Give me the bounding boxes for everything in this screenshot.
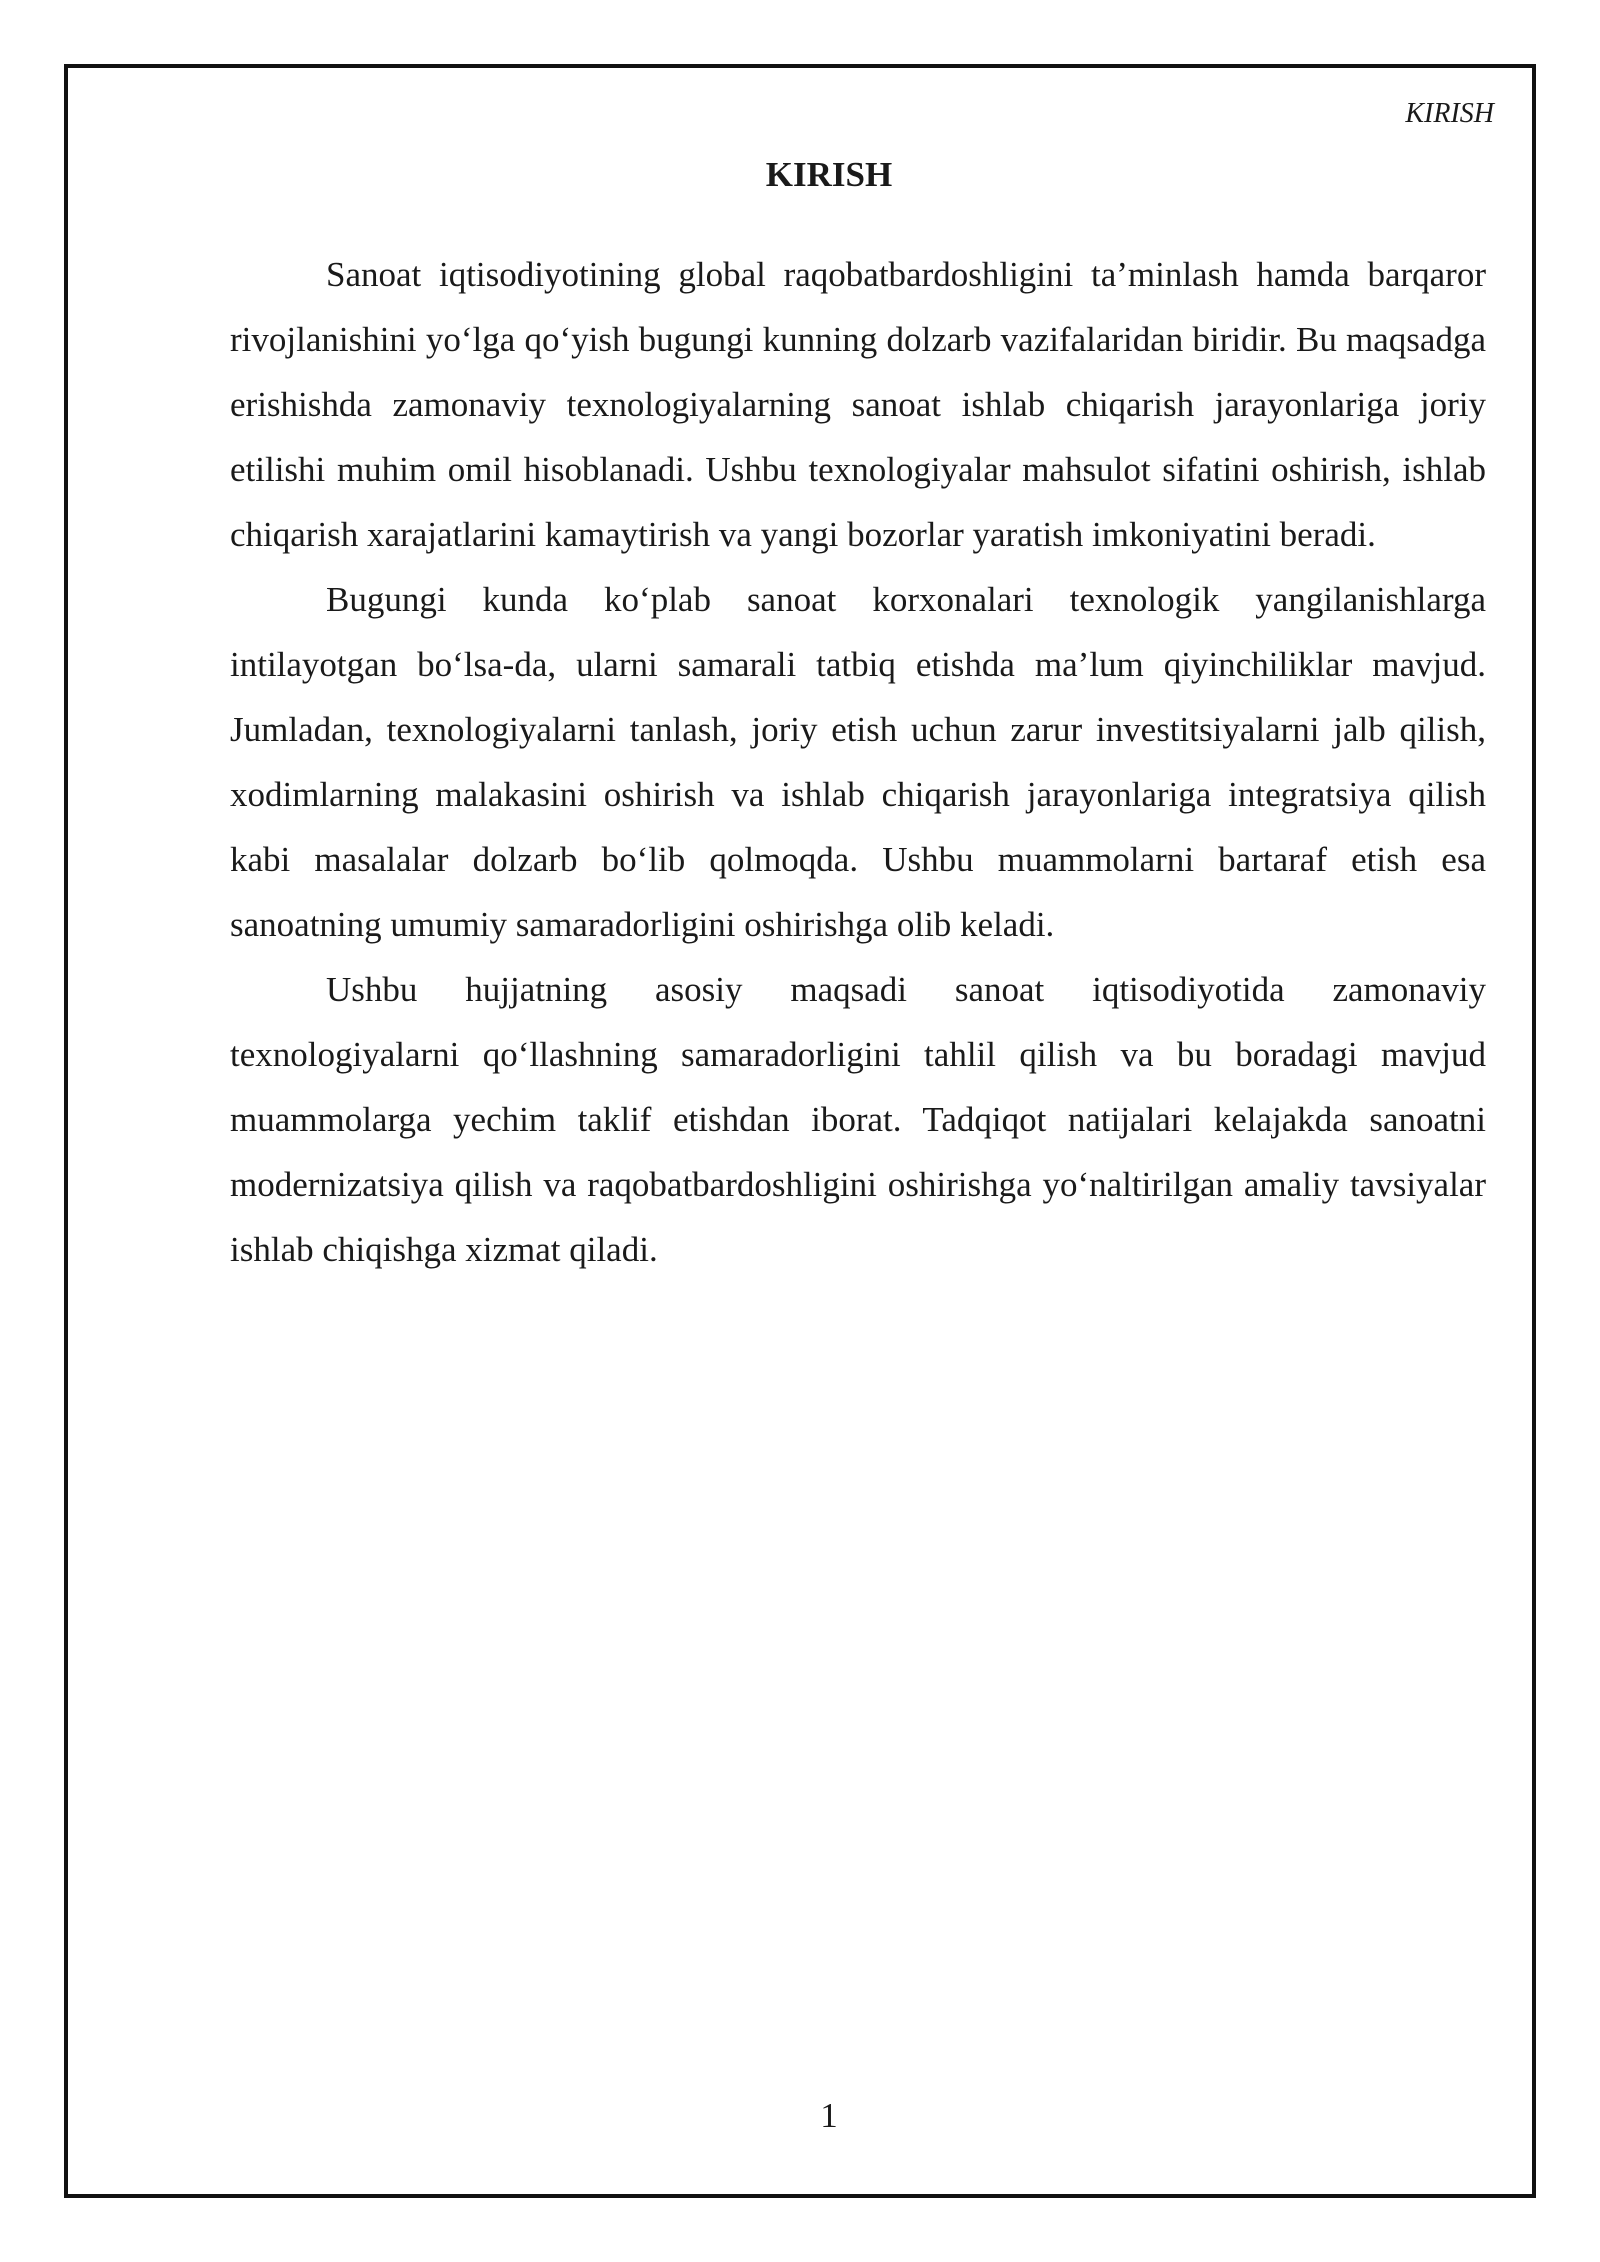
body-text <box>230 242 1486 1282</box>
paragraph-2: Bugungi kunda ko‘plab sanoat korxonalari texnologik yangilanishlarga intilayotgan bo‘lsa-da, ularni samarali tatbiq etishda ma’lum qiyinchiliklar mavjud. Jumladan, texnologiyalarni tanlash, joriy etish uchun zarur investitsiyalarni jalb qilish, xodimlarning malakasini oshirish va ishlab chiqarish jarayonlariga integratsiya qilish kabi masalalar dolzarb bo‘lib qolmoqda. Ushbu muammolarni bartaraf etish esa sanoatning umumiy samaradorligini oshirishga olib keladi. <box>230 580 1486 944</box>
section-title: KIRISH <box>765 155 893 194</box>
running-header: KIRISH <box>1405 98 1494 129</box>
page-number: 1 <box>820 2096 838 2135</box>
paragraph-3: Ushbu hujjatning asosiy maqsadi sanoat iqtisodiyotida zamonaviy texnologiyalarni qo‘llashning samaradorligini tahlil qilish va bu boradagi mavjud muammolarga yechim taklif etishdan iborat. Tadqiqot natijalari kelajakda sanoatni modernizatsiya qilish va raqobatbardoshligini oshirishga yo‘naltirilgan amaliy tavsiyalar ishlab chiqishga xizmat qiladi. <box>230 970 1486 1269</box>
paragraph-1: Sanoat iqtisodiyotining global raqobatbardoshligini ta’minlash hamda barqaror rivojlanishini yo‘lga qo‘yish bugungi kunning dolzarb vazifalaridan biridir. Bu maqsadga erishishda zamonaviy texnologiyalarning sanoat ishlab chiqarish jarayonlariga joriy etilishi muhim omil hisoblanadi. Ushbu texnologiyalar mahsulot sifatini oshirish, ishlab chiqarish xarajatlarini kamaytirish va yangi bozorlar yaratish imkoniyatini beradi. <box>230 255 1486 554</box>
